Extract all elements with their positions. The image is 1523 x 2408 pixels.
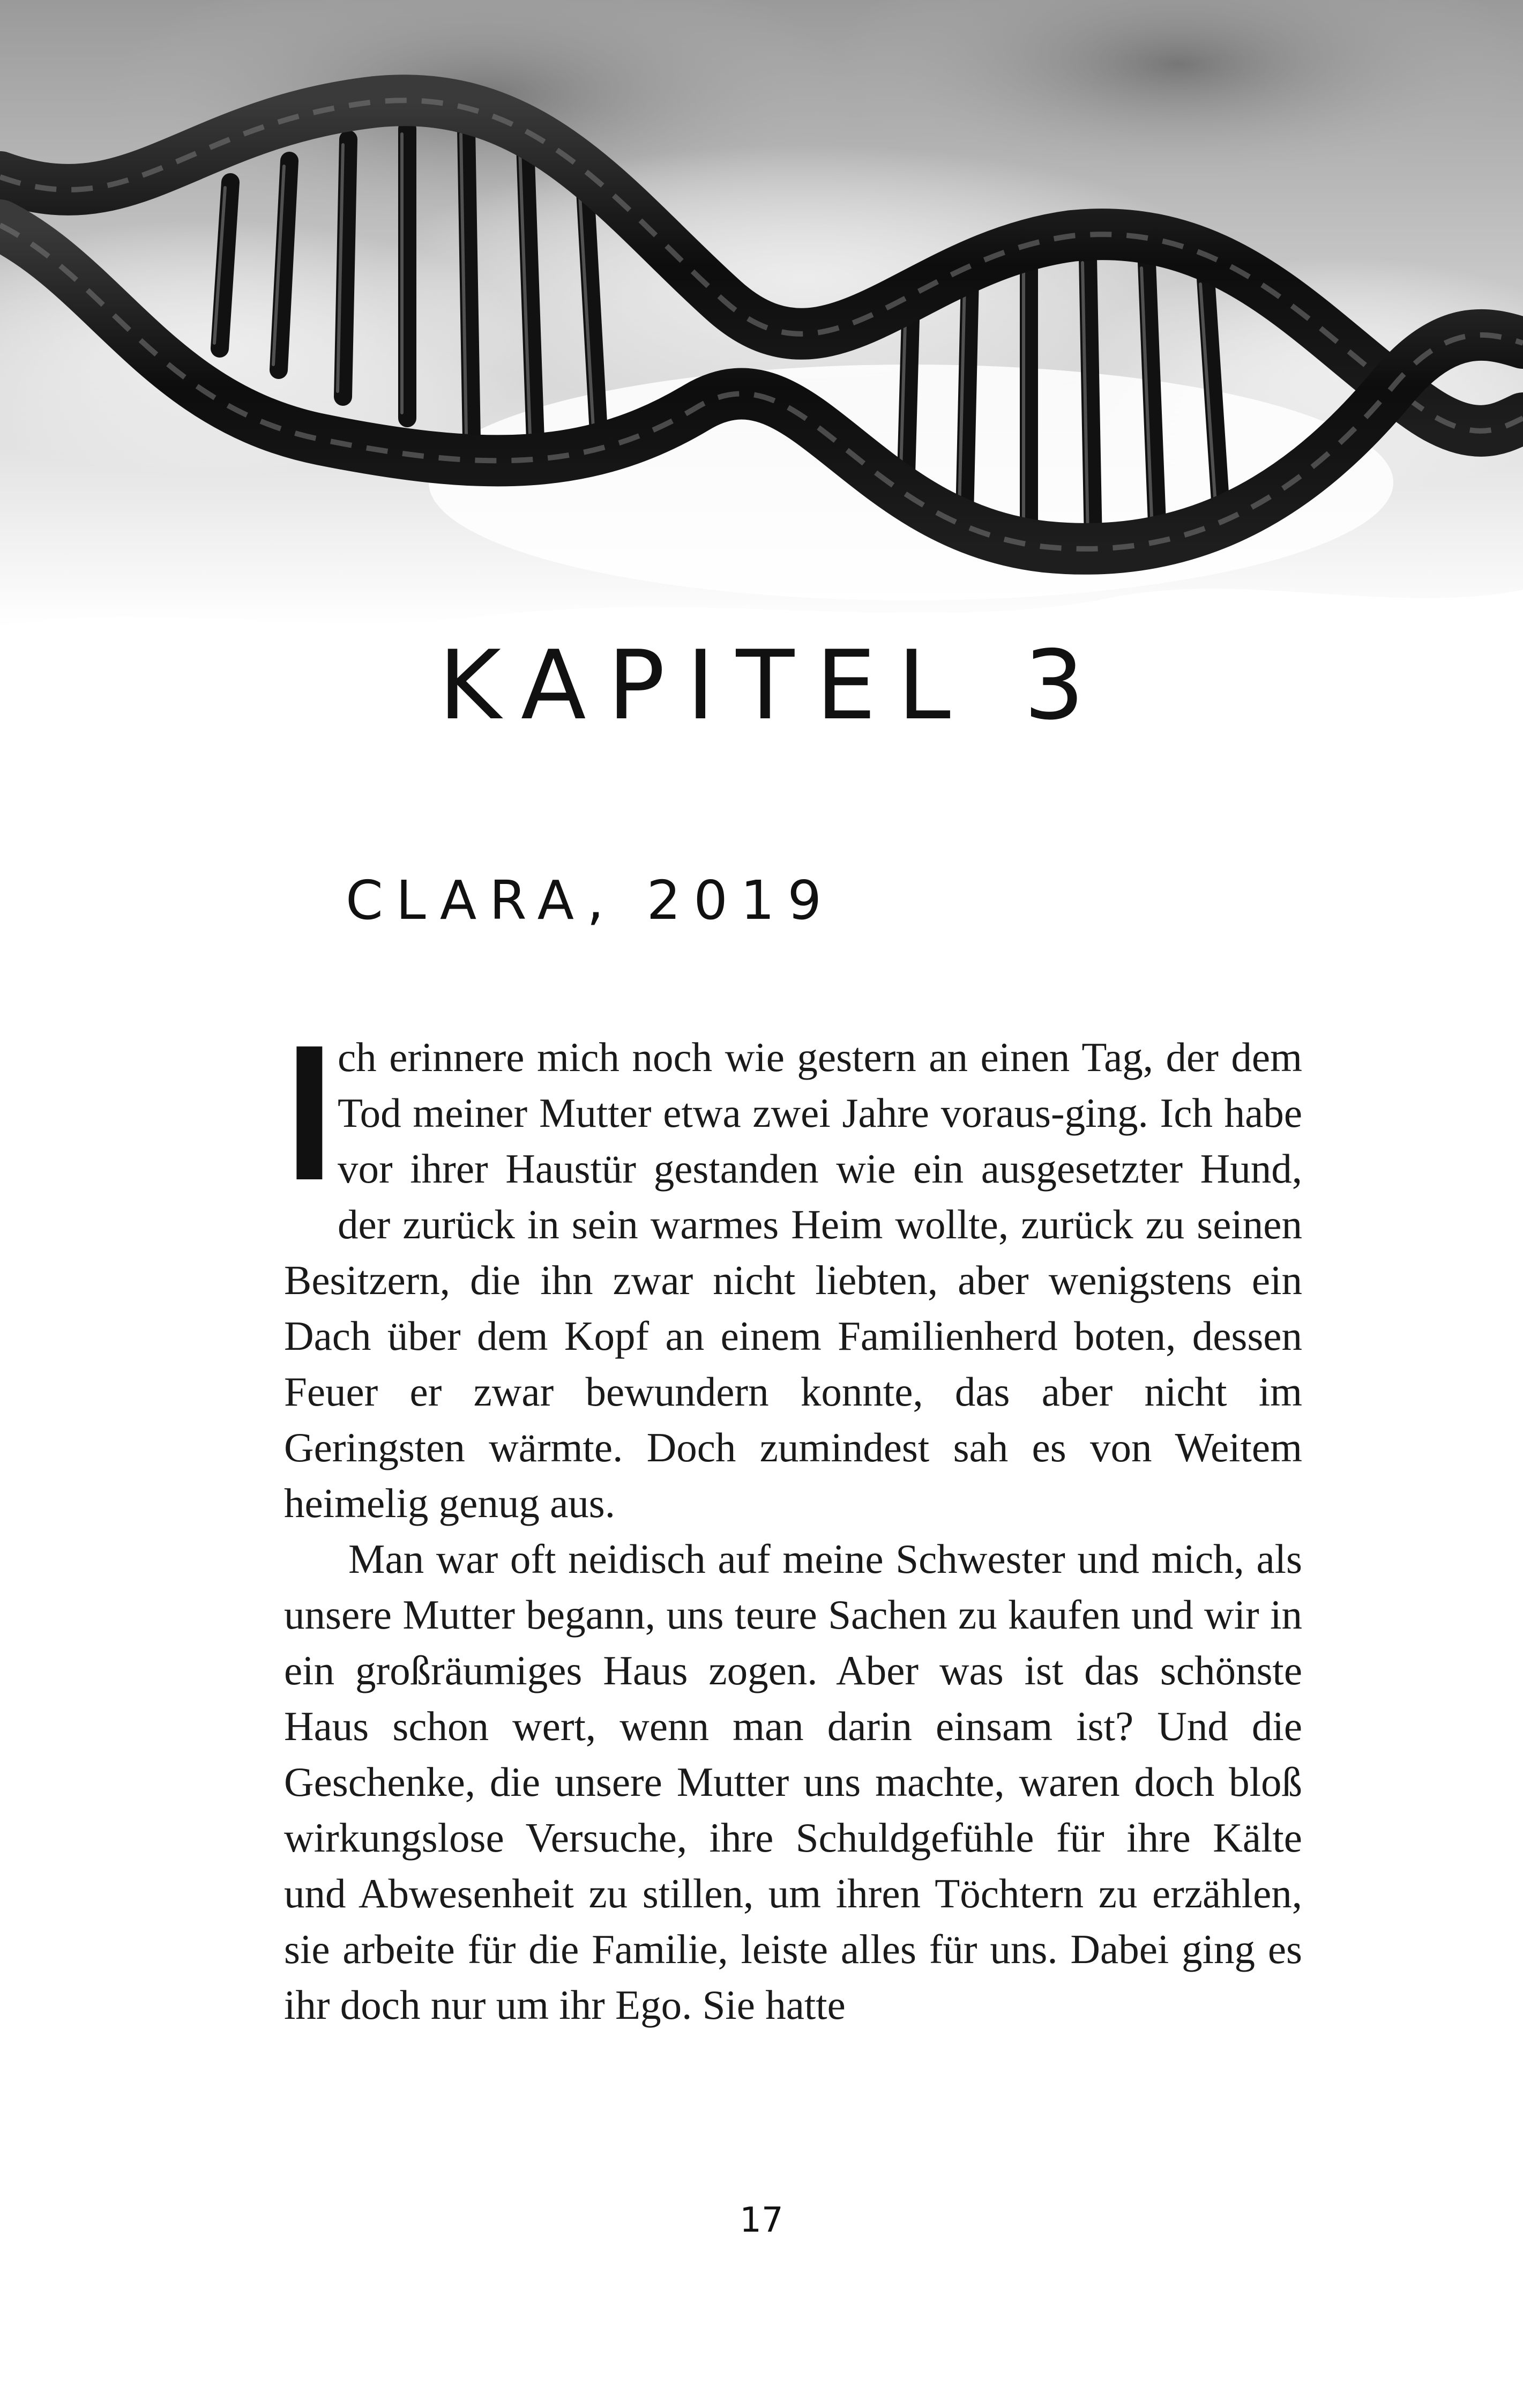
page-number: 17	[740, 2201, 783, 2240]
chapter-subtitle: CLARA, 2019	[346, 869, 835, 932]
paragraph-1	[284, 1010, 1302, 1531]
dna-header-image	[0, 0, 1523, 643]
drop-cap: I	[284, 1010, 335, 1223]
paragraph-1-text: ch erinnere mich noch wie gestern an einen Tag, der dem Tod meiner Mutter etwa zwei Jahre voraus-ging. Ich habe vor ihrer Haustür gestanden wie ein ausgesetzter Hund, der zurück in sein warmes Heim wollte, zurück zu seinen Besitzern, die ihn zwar nicht liebten, aber wenigstens ein Dach über dem Kopf an einem Familienherd boten, dessen Feuer er zwar bewundern konnte, das aber nicht im Geringsten wärmte. Doch zumindest sah es von Weitem heimelig genug aus.	[284, 1034, 1302, 1526]
chapter-title: KAPITEL 3	[438, 630, 1106, 741]
chapter-body	[284, 1010, 1302, 2033]
dna-double-helix-icon	[0, 0, 1523, 643]
paragraph-2: Man war oft neidisch auf meine Schwester und mich, als unsere Mutter begann, uns teure Sachen zu kaufen und wir in ein großräumiges Haus zogen. Aber was ist das schönste Haus schon wert, wenn man darin einsam ist? Und die Geschenke, die unsere Mutter uns machte, waren doch bloß wirkungslose Versuche, ihre Schuldgefühle für ihre Kälte und Abwesenheit zu stillen, um ihren Töchtern zu erzählen, sie arbeite für die Familie, leiste alles für uns. Dabei ging es ihr doch nur um ihr Ego. Sie hatte	[284, 1536, 1302, 2028]
